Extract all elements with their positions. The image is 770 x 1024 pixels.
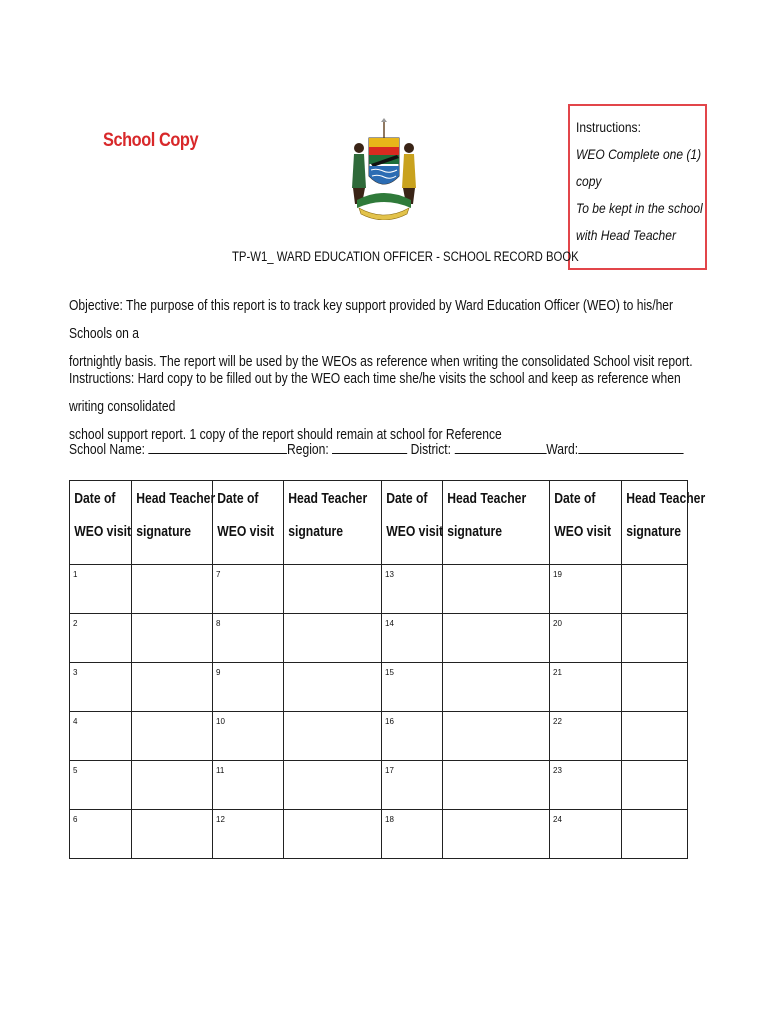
objective-line: fortnightly basis. The report will be used by the WEOs as reference when writing the consolidated School visit report. (69, 354, 693, 370)
instructions-line: school support report. 1 copy of the report should remain at school for Reference (69, 427, 502, 443)
column-header-head-teacher-signature (622, 481, 706, 565)
objective-line: Objective: The purpose of this report is to track key support provided by Ward Education Officer (WEO) to his/her Schools on a (69, 298, 674, 342)
visit-number: 4 (73, 717, 78, 726)
column-header-date-of-weo-visit (70, 481, 132, 565)
objective-paragraph (69, 292, 704, 376)
visit-number: 3 (73, 668, 78, 677)
signature-cell[interactable] (443, 761, 550, 810)
ward-field[interactable] (578, 439, 683, 454)
column-header-label: Date of (74, 491, 116, 507)
school-name-field[interactable] (148, 439, 287, 454)
column-header-date-of-weo-visit (550, 481, 622, 565)
signature-cell[interactable] (622, 614, 688, 663)
visit-date-cell[interactable] (550, 565, 622, 614)
signature-cell[interactable] (443, 614, 550, 663)
signature-cell[interactable] (132, 614, 213, 663)
signature-cell[interactable] (622, 810, 688, 859)
signature-cell[interactable] (132, 810, 213, 859)
visit-date-cell[interactable] (70, 761, 132, 810)
visit-date-cell[interactable] (70, 565, 132, 614)
column-header-label: Date of (386, 491, 428, 507)
signature-cell[interactable] (443, 663, 550, 712)
visit-number: 5 (73, 766, 78, 775)
visit-number: 11 (216, 766, 225, 775)
column-header-label: Head Teacher (626, 491, 706, 507)
table-header-row (70, 481, 688, 565)
table-row (70, 761, 688, 810)
ward-label: Ward: (546, 442, 579, 458)
instructions-box-line: copy (576, 173, 602, 189)
column-header-label: WEO visit (554, 524, 612, 540)
school-info-fields (69, 439, 683, 458)
visit-date-cell[interactable] (382, 565, 443, 614)
visit-date-cell[interactable] (70, 614, 132, 663)
district-label: District: (410, 442, 452, 458)
visit-number: 1 (73, 570, 78, 579)
table-row (70, 614, 688, 663)
instructions-line: Instructions: Hard copy to be filled out by the WEO each time she/he visits the school and keep as reference when writing consolidated (69, 371, 681, 415)
signature-cell[interactable] (284, 565, 382, 614)
visit-date-cell[interactable] (213, 663, 284, 712)
column-header-label: Head Teacher (136, 491, 216, 507)
visit-date-cell[interactable] (213, 810, 284, 859)
visit-number: 8 (216, 619, 221, 628)
signature-cell[interactable] (622, 712, 688, 761)
signature-cell[interactable] (284, 663, 382, 712)
visit-number: 13 (385, 570, 394, 579)
visit-number: 18 (385, 815, 394, 824)
visit-number: 10 (216, 717, 225, 726)
column-header-label: signature (447, 524, 503, 540)
signature-cell[interactable] (284, 810, 382, 859)
instructions-box-line: WEO Complete one (1) (576, 146, 702, 162)
table-row (70, 810, 688, 859)
signature-cell[interactable] (622, 565, 688, 614)
instructions-box (568, 104, 707, 270)
signature-cell[interactable] (132, 712, 213, 761)
visit-number: 14 (385, 619, 394, 628)
column-header-label: signature (288, 524, 344, 540)
column-header-label: WEO visit (217, 524, 275, 540)
visit-date-cell[interactable] (550, 614, 622, 663)
visit-number: 24 (553, 815, 562, 824)
visit-date-cell[interactable] (382, 810, 443, 859)
table-row (70, 712, 688, 761)
visit-date-cell[interactable] (213, 614, 284, 663)
column-header-label: Head Teacher (447, 491, 527, 507)
visit-record-table (69, 480, 706, 859)
visit-date-cell[interactable] (70, 663, 132, 712)
visit-number: 23 (553, 766, 562, 775)
visit-date-cell[interactable] (550, 810, 622, 859)
visit-date-cell[interactable] (70, 810, 132, 859)
column-header-date-of-weo-visit (213, 481, 284, 565)
signature-cell[interactable] (284, 761, 382, 810)
visit-number: 16 (385, 717, 394, 726)
column-header-head-teacher-signature (284, 481, 382, 565)
column-header-label: Date of (554, 491, 596, 507)
visit-date-cell[interactable] (550, 663, 622, 712)
region-field[interactable] (332, 439, 407, 454)
visit-date-cell[interactable] (213, 565, 284, 614)
visit-date-cell[interactable] (213, 761, 284, 810)
visit-number: 2 (73, 619, 78, 628)
visit-number: 19 (553, 570, 562, 579)
visit-date-cell[interactable] (213, 712, 284, 761)
signature-cell[interactable] (132, 663, 213, 712)
table-row (70, 565, 688, 614)
signature-cell[interactable] (622, 761, 688, 810)
visit-number: 6 (73, 815, 78, 824)
table-row (70, 663, 688, 712)
instructions-box-line: with Head Teacher (576, 227, 676, 243)
visit-number: 17 (385, 766, 394, 775)
instructions-box-line: To be kept in the school (576, 200, 703, 216)
signature-cell[interactable] (443, 810, 550, 859)
column-header-label: signature (136, 524, 192, 540)
column-header-label: WEO visit (386, 524, 444, 540)
visit-number: 22 (553, 717, 562, 726)
visit-date-cell[interactable] (550, 761, 622, 810)
column-header-label: Head Teacher (288, 491, 368, 507)
visit-date-cell[interactable] (382, 712, 443, 761)
visit-date-cell[interactable] (382, 761, 443, 810)
column-header-head-teacher-signature (443, 481, 550, 565)
signature-cell[interactable] (132, 761, 213, 810)
visit-date-cell[interactable] (382, 614, 443, 663)
visit-number: 12 (216, 815, 225, 824)
visit-number: 15 (385, 668, 394, 677)
school-name-label: School Name: (69, 442, 146, 458)
visit-number: 20 (553, 619, 562, 628)
column-header-label: signature (626, 524, 682, 540)
column-header-label: Date of (217, 491, 259, 507)
signature-cell[interactable] (284, 712, 382, 761)
visit-number: 9 (216, 668, 221, 677)
district-field[interactable] (454, 439, 546, 454)
visit-date-cell[interactable] (70, 712, 132, 761)
signature-cell[interactable] (284, 614, 382, 663)
signature-cell[interactable] (622, 663, 688, 712)
school-copy-label: School Copy (103, 130, 199, 151)
signature-cell[interactable] (443, 565, 550, 614)
visit-date-cell[interactable] (550, 712, 622, 761)
visit-number: 21 (553, 668, 562, 677)
column-header-label: WEO visit (74, 524, 132, 540)
instructions-box-heading: Instructions: (576, 119, 641, 135)
column-header-head-teacher-signature (132, 481, 216, 565)
column-header-date-of-weo-visit (382, 481, 443, 565)
signature-cell[interactable] (132, 565, 213, 614)
signature-cell[interactable] (443, 712, 550, 761)
visit-date-cell[interactable] (382, 663, 443, 712)
visit-number: 7 (216, 570, 221, 579)
instructions-paragraph (69, 365, 704, 449)
region-label: Region: (287, 442, 329, 458)
form-title: TP-W1_ WARD EDUCATION OFFICER - SCHOOL RECORD BOOK (232, 249, 579, 264)
coat-of-arms-emblem (345, 118, 423, 220)
